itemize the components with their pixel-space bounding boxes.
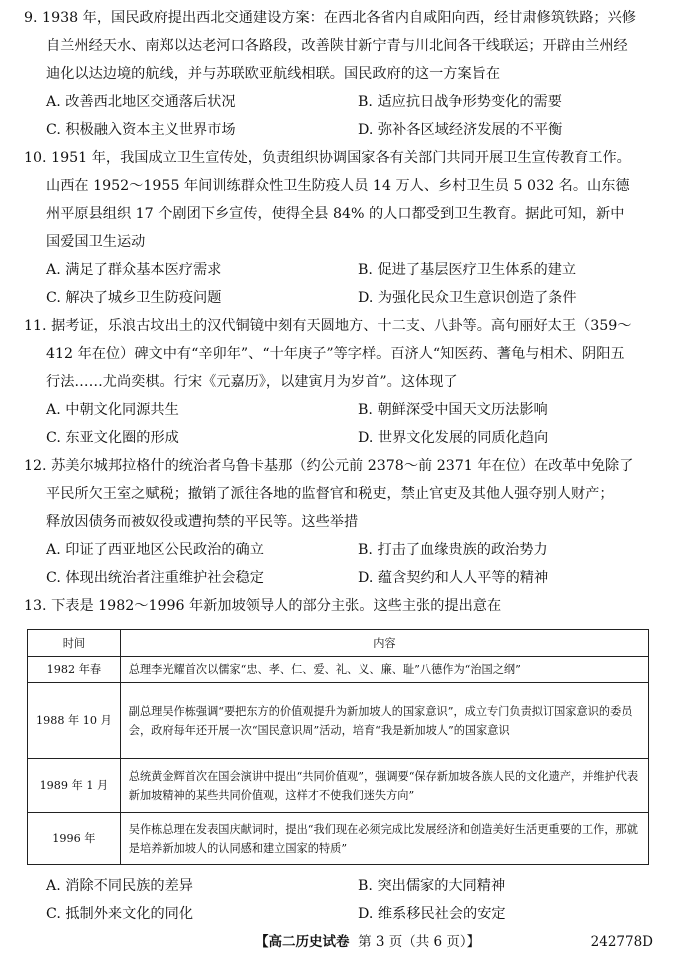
option-a: A. 改善西北地区交通落后状况 [46,94,236,110]
table-header-row [28,630,649,657]
question-12-line: 平民所欠王室之赋税；撤销了派往各地的监督官和税吏，禁止官吏及其他人强夺别人财产； [46,486,614,502]
table-row [28,759,649,813]
option-d: D. 维系移民社会的安定 [358,906,506,922]
question-10-line: 山西在 1952～1955 年间训练群众性卫生防疫人员 14 万人、乡村卫生员 5 032 名。山东德 [46,178,630,194]
option-d: D. 弥补各区域经济发展的不平衡 [358,122,563,138]
question-10 [24,144,656,312]
page-footer [0,928,677,952]
option-c: C. 积极融入资本主义世界市场 [46,122,236,138]
option-c: C. 抵制外来文化的同化 [46,906,194,922]
table-header-time: 时间 [28,630,121,657]
question-10-options [24,256,656,312]
question-13-options [24,872,677,928]
singapore-policy-table [27,629,649,865]
question-11-line: 412 年在位）碑文中有“辛卯年”、“十年庚子”等字样。百济人“知医药、蓍龟与相术、阴阳五 [46,346,625,362]
table-row [28,683,649,759]
option-a: A. 消除不同民族的差异 [46,878,193,894]
option-b: B. 打击了血缘贵族的政治势力 [358,542,548,558]
question-10-line: 州平原县组织 17 个剧团下乡宣传，使得全县 84% 的人口都受到卫生教育。据此可知，新中 [46,206,625,222]
question-11-line: 11. 据考证，乐浪古坟出土的汉代铜镜中刻有天圆地方、十二支、八卦等。高句丽好太王（359～ [24,318,632,334]
table-cell-time: 1988 年 10 月 [28,683,121,759]
table-cell-time: 1996 年 [28,813,121,865]
table-cell-time: 1982 年春 [28,657,121,683]
question-11 [24,312,656,452]
footer-paper-code: 242778D [590,934,653,950]
footer-exam-title: 【高二历史试卷 [255,934,350,950]
table-cell-content: 总理李光耀首次以儒家“忠、孝、仁、爱、礼、义、廉、耻”八德作为“治国之纲” [120,657,648,683]
question-12-line: 12. 苏美尔城邦拉格什的统治者乌鲁卡基那（约公元前 2378～前 2371 年在位）在改革中免除了 [24,458,634,474]
option-c: C. 东亚文化圈的形成 [46,430,179,446]
question-13-line: 13. 下表是 1982～1996 年新加坡领导人的部分主张。这些主张的提出意在 [24,598,502,614]
table-row [28,813,649,865]
question-11-line: 行法……尤尚奕棋。行宋《元嘉历》，以建寅月为岁首”。这体现了 [46,374,458,390]
exam-page [24,4,656,620]
table-cell-time: 1989 年 1 月 [28,759,121,813]
option-b: B. 朝鲜深受中国天文历法影响 [358,402,548,418]
question-10-line: 10. 1951 年，我国成立卫生宣传处，负责组织协调国家各有关部门共同开展卫生宣传教育工作。 [24,150,631,166]
question-9-line: 自兰州经天水、南郑以达老河口各路段，改善陕甘新宁青与川北间各干线联运；开辟由兰州经 [46,38,628,54]
question-9-line: 9. 1938 年，国民政府提出西北交通建设方案：在西北各省内自咸阳向西，经甘肃修筑铁路；兴修 [24,10,636,26]
option-c: C. 体现出统治者注重维护社会稳定 [46,570,264,586]
footer-title-block [255,928,480,956]
option-a: A. 印证了西亚地区公民政治的确立 [46,542,264,558]
table-header-content: 内容 [120,630,648,657]
question-12-line: 释放因债务而被奴役或遭拘禁的平民等。这些举措 [46,514,359,530]
table-cell-content: 副总理吴作栋强调“要把东方的价值观提升为新加坡人的国家意识”，成立专门负责拟订国家意识的委员会，政府每年还开展一次“国民意识周”活动，培育“我是新加坡人”的国家意识 [120,683,648,759]
option-b: B. 突出儒家的大同精神 [358,878,506,894]
footer-page-number: 第 3 页（共 6 页）】 [358,934,481,950]
table-cell-content: 总统黄金辉首次在国会演讲中提出“共同价值观”，强调要“保存新加坡各族人民的文化遗产，并维护代表新加坡精神的某些共同价值观，这样才不使我们迷失方向” [120,759,648,813]
option-a: A. 满足了群众基本医疗需求 [46,262,222,278]
question-9-options [24,88,656,144]
option-b: B. 适应抗日战争形势变化的需要 [358,94,562,110]
option-d: D. 为强化民众卫生意识创造了条件 [358,290,577,306]
option-d: D. 世界文化发展的同质化趋向 [358,430,549,446]
question-12-options [24,536,656,592]
option-c: C. 解决了城乡卫生防疫问题 [46,290,222,306]
option-d: D. 蕴含契约和人人平等的精神 [358,570,549,586]
question-12 [24,452,656,592]
question-9 [24,4,656,144]
table-cell-content: 吴作栋总理在发表国庆献词时，提出“我们现在必须完成比发展经济和创造美好生活更重要的工作，那就是培养新加坡人的认同感和建立国家的特质” [120,813,648,865]
question-10-line: 国爱国卫生运动 [46,234,146,250]
question-11-options [24,396,656,452]
question-9-line: 迪化以达边境的航线，并与苏联欧亚航线相联。国民政府的这一方案旨在 [46,66,501,82]
question-13 [24,592,656,620]
option-a: A. 中朝文化同源共生 [46,402,179,418]
option-b: B. 促进了基层医疗卫生体系的建立 [358,262,577,278]
table-row [28,657,649,683]
